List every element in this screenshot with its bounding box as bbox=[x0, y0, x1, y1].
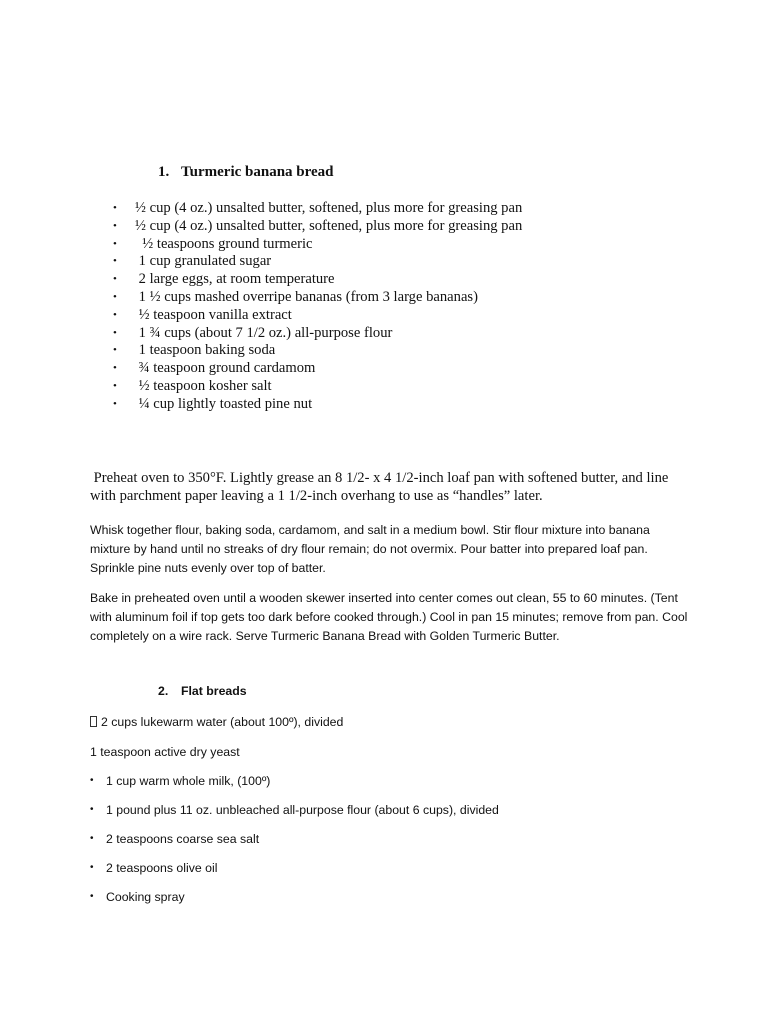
ingredient-text: 1 ½ cups mashed overripe bananas (from 3 large bananas) bbox=[135, 288, 478, 305]
ingredient-text: 2 teaspoons coarse sea salt bbox=[106, 832, 260, 846]
ingredient-text: 2 cups lukewarm water (about 100º), divided bbox=[101, 715, 344, 729]
list-item bbox=[0, 218, 768, 236]
bullet-icon: • bbox=[113, 326, 117, 339]
list-item bbox=[0, 236, 768, 254]
ingredient-text: ½ cup (4 oz.) unsalted butter, softened, plus more for greasing pan bbox=[135, 200, 523, 216]
list-item bbox=[0, 342, 768, 360]
bullet-icon: • bbox=[113, 379, 117, 392]
ingredient-text: 1 teaspoon baking soda bbox=[135, 342, 276, 359]
bullet-icon: • bbox=[113, 219, 117, 232]
ingredient-text: 1 cup warm whole milk, (100º) bbox=[106, 774, 271, 788]
section-2-heading bbox=[158, 684, 247, 698]
ingredient-text: ½ teaspoons ground turmeric bbox=[135, 235, 313, 252]
bullet-icon: • bbox=[90, 804, 94, 815]
bullet-icon: • bbox=[90, 775, 94, 786]
ingredient-text: ¼ cup lightly toasted pine nut bbox=[135, 395, 313, 412]
bullet-icon: • bbox=[113, 308, 117, 321]
section-1-heading bbox=[158, 164, 334, 181]
bullet-icon: • bbox=[113, 362, 117, 375]
list-item bbox=[0, 200, 768, 218]
bullet-icon: • bbox=[113, 255, 117, 268]
preheat-paragraph: Preheat oven to 350°F. Lightly grease an 8 1/2- x 4 1/2-inch loaf pan with softened butter, and line with parchment paper leaving a 1 1/2-inch overhang to use as “handles” later. bbox=[90, 470, 673, 504]
bullet-icon: • bbox=[113, 273, 117, 286]
bake-paragraph: Bake in preheated oven until a wooden skewer inserted into center comes out clean, 55 to 60 minutes. (Tent with aluminum foil if top gets too dark before cooked through.) Cool in pan 15 minutes; remove from pan. Cool completely on a wire rack. Serve Turmeric Banana Bread with Golden Turmeric Butter. bbox=[90, 591, 688, 643]
list-item bbox=[0, 325, 768, 343]
ingredient-text: ¾ teaspoon ground cardamom bbox=[135, 360, 316, 377]
list-item bbox=[0, 396, 768, 414]
bullet-icon: • bbox=[113, 202, 117, 214]
list-item bbox=[0, 271, 768, 289]
ingredient-text: 2 large eggs, at room temperature bbox=[135, 271, 335, 288]
ingredient-text: ½ teaspoon kosher salt bbox=[135, 377, 272, 394]
banana-bread-ingredient-list bbox=[0, 200, 768, 414]
bullet-icon: • bbox=[113, 237, 117, 250]
list-item bbox=[0, 307, 768, 325]
ingredient-text: 2 teaspoons olive oil bbox=[106, 861, 218, 875]
ingredient-line bbox=[90, 713, 343, 731]
ingredient-text: 1 pound plus 11 oz. unbleached all-purpose flour (about 6 cups), divided bbox=[106, 803, 499, 817]
section-1-title: Turmeric banana bread bbox=[181, 164, 334, 180]
section-2-number: 2. bbox=[158, 684, 169, 698]
list-item bbox=[0, 360, 768, 378]
section-2-title: Flat breads bbox=[181, 684, 247, 698]
bullet-icon: • bbox=[90, 833, 94, 844]
missing-glyph-icon bbox=[90, 716, 97, 727]
ingredient-text: ½ teaspoon vanilla extract bbox=[135, 306, 292, 323]
list-item bbox=[0, 289, 768, 307]
ingredient-text: 1 teaspoon active dry yeast bbox=[90, 745, 240, 759]
section-1-number: 1. bbox=[158, 164, 170, 180]
ingredient-text: Cooking spray bbox=[106, 890, 185, 904]
whisk-paragraph: Whisk together flour, baking soda, cardamom, and salt in a medium bowl. Stir flour mixture into banana mixture by hand until no streaks of dry flour remain; do not overmix. Pour batter into prepared loaf pan. Sprinkle pine nuts evenly over top of batter. bbox=[90, 523, 650, 575]
list-item bbox=[0, 253, 768, 271]
bullet-icon: • bbox=[90, 891, 94, 902]
ingredient-text: ½ cup (4 oz.) unsalted butter, softened, plus more for greasing pan bbox=[135, 217, 523, 234]
bullet-icon: • bbox=[113, 344, 117, 357]
bullet-icon: • bbox=[113, 397, 117, 410]
ingredient-text: 1 cup granulated sugar bbox=[135, 253, 272, 270]
ingredient-text: 1 ¾ cups (about 7 1/2 oz.) all-purpose flour bbox=[135, 324, 393, 341]
list-item bbox=[0, 378, 768, 396]
bullet-icon: • bbox=[90, 862, 94, 873]
bullet-icon: • bbox=[113, 290, 117, 303]
